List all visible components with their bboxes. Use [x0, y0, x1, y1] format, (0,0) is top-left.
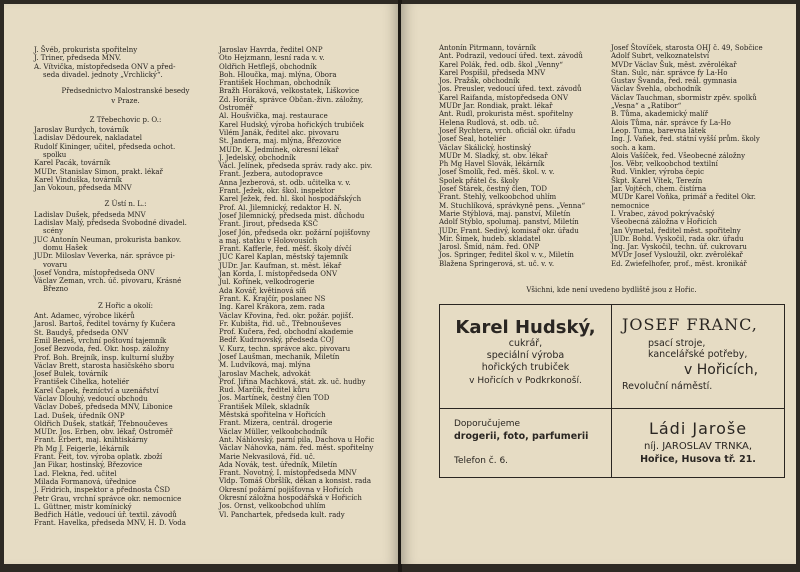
list-item: Václav Skálický, hostinský — [439, 143, 532, 152]
list-item: Jaroslav Havrda, ředitel ONP — [219, 46, 323, 54]
list-item: Jaroslav Burdych, továrník — [34, 126, 129, 135]
list-item: Jos. Pražák, obchodník — [439, 77, 520, 86]
list-item: MUDr Karel Voňka, primář a ředitel Okr. — [611, 193, 756, 202]
ad-line: cukrář, — [508, 338, 543, 349]
list-item: Jarosl. Šmíd, nám. řed. ONP — [439, 243, 540, 252]
list-item: Ada Novák, test. úředník, Miletín — [219, 460, 338, 469]
list-item: Adolf Stýblo, spolumaj. panství, Miletín — [439, 218, 579, 227]
ad-line: hořických trubiček — [481, 362, 570, 373]
ad-title: JOSEF FRANC, — [622, 315, 758, 334]
list-item: Jos. Preusler, vedoucí úřed. text. závodů — [439, 85, 582, 94]
list-item: Marie Nekvasilová, říd. uč. — [219, 452, 315, 461]
list-item: JUDr. Frant. Sedivý, komisař okr. úřadu — [439, 226, 579, 235]
list-item: Jos. Martínek, čestný člen TOD — [219, 394, 330, 403]
list-item: A. Vítvička, místopředseda ONV a před- — [34, 62, 176, 71]
list-item: Václav Náhovka, nám. řed. měst. spořitelny — [219, 444, 374, 453]
hoorice-list — [34, 312, 209, 528]
list-item: Stan. Sulc, nár. správce fy La-Ho — [611, 68, 728, 77]
list-item: nemocnice — [611, 201, 650, 210]
list-item: Frant. Erbert, maj. knihtiskárny — [34, 436, 148, 445]
list-item: Škpt. Karel Vítek, Terezín — [611, 176, 703, 185]
list-item: Ladislav Dědourek, nakladatel — [34, 134, 143, 143]
list-item: Frant. Havelka, předseda MNV, H. D. Voda — [34, 519, 186, 528]
list-item: Frant. Jezbera, autodopravce — [219, 170, 323, 179]
list-item: Frant. Stehlý, velkoobchod uhlím — [439, 193, 557, 202]
list-item: JUDr. Jar. Kaufman, st. měst. lékař — [219, 261, 342, 270]
left-page — [4, 4, 399, 564]
list-item: domu Hašek — [43, 243, 88, 252]
list-item: Lad. Flekna, řed. učitel — [34, 469, 117, 478]
list-item: Václav Brett, starosta hasičského sboru — [34, 361, 175, 370]
list-item: Václav Zeman, vrch. úč. pivovaru, Krásné — [34, 277, 182, 286]
ad-line: Telefon č. 6. — [454, 456, 509, 466]
list-item: Josef Laušman, mechanik, Miletín — [219, 352, 340, 361]
list-item: Václav Dobeš, předseda MNV, Libonice — [34, 403, 173, 412]
ad-line: speciální výroba — [486, 350, 565, 361]
list-item: JUDr. Bohd. Vyskočil, rada okr. úřadu — [611, 234, 744, 243]
list-item: Josef Rychtera, vrch. oficiál okr. úřadu — [439, 126, 576, 135]
list-item: Boh. Hloučka, maj. mlýna, Obora — [219, 70, 337, 79]
list-item: Bražh Horáková, velkostatek, Liškovice — [219, 87, 360, 96]
list-item: Ostroměř — [219, 104, 253, 113]
list-item: Josef Smolík, řed. měš. škol. v. v. — [439, 168, 555, 177]
list-item: Josef Seal, hoteliér — [439, 135, 507, 144]
list-item: Václav Křovina, řed. okr. požár. pojišť. — [219, 311, 354, 320]
list-item: JUC Antonín Neuman, prokurista bankov. — [34, 235, 182, 244]
list-item: Ant. Náhlovský, parní pila, Dachova u Hořic — [219, 435, 375, 444]
list-item: Frant. Feit, tov. výroba oplatk. zboží — [34, 453, 163, 462]
list-item: MUDr. K. Jedmínek, okresní lékař — [219, 145, 339, 154]
list-item: Ing. Jar. Vyskočil, techn. úř. cukrovaru — [611, 243, 747, 252]
list-item: J. Švéb, prokurista spořitelny — [34, 46, 138, 54]
list-item: MUDr. Stanislav Simon, prakt. lékař — [34, 167, 163, 176]
right-page — [401, 4, 796, 564]
list-item: MVDr Josef Vysloužil, okr. zvěrolékař — [611, 251, 743, 260]
right-column-1 — [439, 44, 614, 268]
list-item: J. Triner, předseda MNV. — [34, 54, 122, 63]
list-item: MUDr. Jos. Erben, obv. lékař, Ostroměř — [34, 428, 173, 437]
list-item: Ant. Podrazil, vedoucí úřed. text. závodů — [439, 52, 583, 61]
list-item: scény — [43, 227, 64, 236]
section-heading: Z Třebechovic p. O.: — [89, 115, 162, 124]
list-item: Karel Ježek, řed. hl. škol hospodářských — [219, 195, 362, 204]
list-item: Helena Rudlová, st. odb. uč. — [439, 118, 539, 127]
ad-ladi-jarose — [612, 409, 784, 477]
left-column-1 — [34, 46, 209, 528]
list-item: Jos. Springer, ředitel škol v. v., Miletín — [439, 251, 574, 260]
list-item: Rudolf Kininger, učitel, předseda ochot. — [34, 142, 176, 151]
list-item: Městská spořitelna v Hořicích — [219, 411, 326, 420]
list-item: Lad. Dušek, úředník ONP — [34, 411, 125, 420]
list-item: L. Güttner, mistr komínický — [34, 502, 132, 511]
section-heading: v Praze. — [111, 97, 140, 106]
list-item: František Mílek, skladník — [219, 402, 310, 411]
list-item: MUDr M. Sladký, st. obv. lékař — [439, 151, 548, 160]
list-item: MUDr Jar. Rondiak, prakt. lékař — [439, 102, 553, 111]
list-item: Ada Kovář, květinová síň — [219, 286, 307, 295]
list-item: spolku — [43, 150, 67, 159]
list-item: Karel Pospíšil, předseda MNV — [439, 68, 546, 77]
list-item: vovaru — [43, 260, 68, 269]
list-item: M. Stuchlíková, správkyně pens. „Venna“ — [439, 201, 586, 210]
list-item: Všeobecná záložna v Hořicích — [611, 218, 718, 227]
list-item: Antonín Pitrmann, továrník — [439, 44, 536, 52]
ad-line: v Hořicích, — [684, 362, 759, 378]
list-item: Ladislav Malý, předseda Svobodné divadel. — [34, 219, 187, 228]
list-item: „Vesna“ a „Ratibor“ — [611, 102, 682, 111]
list-item: Březno — [43, 285, 69, 294]
list-item: Zd. Horák, správce Občan.-živn. záložny, — [219, 95, 364, 104]
list-item: František Cihelka, hoteliér — [34, 378, 130, 387]
list-item: Ladislav Dušek, předseda MNV — [34, 210, 146, 219]
list-item: Václav Tauchman, sbormistr zpěv. spolků — [611, 93, 757, 102]
list-item: M. Ludvíková, maj. mlýna — [219, 361, 311, 370]
list-item: Karel Vinduška, továrník — [34, 175, 122, 184]
list-item: Jos. Ornst, velkoobchod uhlím — [219, 502, 326, 511]
list-item: František Hochman, obchodník — [219, 79, 331, 88]
list-item: Josef Bezvoda, řed. Okr. hosp. záložny — [34, 345, 169, 354]
ad-line: drogerii, foto, parfumerii — [454, 431, 589, 442]
advertisement-block — [439, 304, 785, 478]
list-item: V. Kurz, techn. správce akc. pivovaru — [219, 344, 351, 353]
list-item: I. Vrabec, závod pokrývačský — [611, 209, 715, 218]
list-item: Vl. Panchartek, předseda kult. rady — [219, 510, 345, 519]
section-heading: Předsednictvo Malostranské besedy — [61, 87, 190, 96]
list-item: Prof. Al. Jilemnický, redaktor H. N. — [219, 203, 342, 212]
list-item: Václav Müller, velkoobchodník — [219, 427, 328, 436]
list-item: Frant. Ježek, okr. škol. inspektor — [219, 187, 335, 196]
list-item: Bedř. Kudrnovský, předseda COJ — [219, 336, 335, 345]
list-item: Vldp. Tomáš Obršlík, děkan a konsist. rada — [219, 477, 371, 486]
list-item: Prof. Boh. Brejník, insp. kulturní služby — [34, 353, 174, 362]
ad-title: Ládi Jaroše — [648, 419, 748, 438]
list-item: Spolek přátel čs. školy — [439, 176, 519, 185]
list-item: Karel Polák, řed. odb. škol „Venny“ — [439, 60, 564, 69]
list-item: Josef Stárek, čestný člen, TOD — [439, 185, 547, 194]
list-item: Ph Mg Havel Slovák, lékárník — [439, 160, 545, 169]
list-item: Rud. Marčík, ředitel kůru — [219, 386, 310, 395]
list-item: Karel Raifanda, místopředseda ONV — [439, 93, 569, 102]
list-item: Václav Švehla, obchodník — [611, 85, 702, 94]
list-item: Josef Vondra, místopředseda ONV — [34, 268, 155, 277]
list-item: Marie Stýblová, maj. panství, Miletín — [439, 209, 571, 218]
section-heading: Z Ústí n. L.: — [104, 200, 147, 209]
list-item: MVDr Václav Šuk, měst. zvěrolékař — [611, 60, 737, 69]
list-item: Jan Korda, I. místopředseda ONV — [219, 270, 338, 279]
list-item: J. Fridrich, inspektor a přednosta ČSD — [34, 486, 171, 495]
list-item: Frant. Jirout, předseda KSČ — [219, 220, 318, 229]
ad-josef-franc — [612, 305, 784, 409]
list-item: Okresní záložna hospodářská v Hořicích — [219, 494, 362, 503]
list-item: Jan Vymetal, ředitel měst. spořitelny — [611, 226, 741, 235]
list-item: Josef Štovíček, starosta OHJ č. 49, Sobčice — [611, 44, 763, 52]
list-item: Karel Pacák, továrník — [34, 159, 111, 168]
list-item: a maj. statku v Holovousích — [219, 236, 318, 245]
list-item: Blažena Springerová, st. uč. v. v. — [439, 259, 555, 268]
list-item: Jul. Kořínek, velkodrogerie — [219, 278, 315, 287]
list-item: Frant. Kafferle, řed. měšť. školy dívčí — [219, 245, 352, 254]
list-item: Okresní požární pojišťovna v Hořicích — [219, 485, 354, 494]
list-item: Václ. Jelínek, předseda správ. rady akc. piv. — [219, 162, 373, 171]
list-item: Frant. Novotný, I. místopředseda MNV — [219, 469, 357, 478]
list-item: Prof. Kučera, řed. obchodní akademie — [219, 328, 354, 337]
section-heading: Z Hořic a okolí: — [97, 301, 154, 310]
list-item: J. Jedelský, obchodník — [219, 153, 296, 162]
ad-line: níj. JAROSLAV TRNKA, — [644, 441, 752, 452]
ad-drogerie — [440, 409, 612, 477]
list-item: Ed. Zwiefelhofer, prof., měst. kronikář — [611, 259, 747, 268]
list-item: Václav Dlouhý, vedoucí obchodu — [34, 394, 148, 403]
list-item: Milada Formanová, úřednice — [34, 477, 137, 486]
list-item: Al. Houšvička, maj. restaurace — [219, 112, 328, 121]
ad-line: psací stroje, — [648, 338, 706, 349]
list-item: Jarosl. Bartoš, ředitel továrny fy Kučera — [34, 320, 176, 329]
list-item: Mir. Šimek, hudeb. skladatel — [439, 234, 541, 243]
list-item: Ant. Adamec, výrobce likérů — [34, 312, 135, 321]
list-item: Josef Jón, předseda okr. požární pojišťovny — [219, 228, 371, 237]
ad-line: Doporučujeme — [454, 419, 521, 429]
list-item: JUDr. Miloslav Veverka, nár. správce pi- — [34, 252, 175, 261]
right-column-2 — [611, 44, 791, 268]
list-item: Ing. Karel Krákora, zem. rada — [219, 303, 325, 312]
list-item: St. Baudyš, předseda ONV — [34, 328, 129, 337]
list-item: Jaroslav Machek, advokát — [219, 369, 311, 378]
list-item: Jos. Věbr, velkoobchod textilní — [611, 160, 718, 169]
list-item: Frant. K. Krajčír, poslanec NS — [219, 294, 326, 303]
list-item: Ing. J. Vaňek, řed. státní vyšší prům. školy — [611, 135, 760, 144]
list-item: Prof. Jiřina Machková, stát. zk. uč. hudby — [219, 377, 366, 386]
list-item: Jan Fikar, hostinský, Březovice — [34, 461, 143, 470]
ad-line: Hořice, Husova tř. 21. — [640, 454, 756, 465]
list-item: Gustav Švanda, řed. reál. gymnasia — [611, 77, 737, 86]
list-item: Oto Hejzmann, lesní rada v. v. — [219, 54, 325, 63]
ad-title: Karel Hudský, — [455, 317, 596, 338]
list-item: Fr. Kubišta, řid. uč., Třebnouševes — [219, 319, 342, 328]
list-item: Josef Bulek, továrník — [34, 370, 108, 379]
closing-note: Všichni, kde není uvedeno bydliště jsou z Hořic. — [526, 286, 697, 294]
list-item: JUC Karel Kaplan, městský tajemník — [219, 253, 349, 262]
list-item: Oldřich Dušek, statkář, Třebnoučeves — [34, 419, 168, 428]
list-item: soch. a kam. — [611, 143, 656, 152]
list-item: Ant. Rudl, prokurista měst. spořitelny — [439, 110, 574, 119]
list-item: B. Tůma, akademický malíř — [611, 110, 709, 119]
list-item: Adolf Subrt, velkoznatelství — [611, 52, 710, 61]
list-item: Frant. Mizera, centrál. drogerie — [219, 419, 333, 428]
list-item: Alois Tůma, nár. správce fy La-Ho — [611, 118, 731, 127]
list-item: Emil Beneš, vrchní poštovní tajemník — [34, 336, 167, 345]
list-item: Anna Jezberová, st. odb. učitelka v. v. — [219, 178, 351, 187]
ad-line: v Hořicích v Podkrkonoší. — [469, 376, 582, 386]
list-item: Oldřich Hetflejš, obchodník — [219, 62, 317, 71]
list-item: Jar. Vojtěch, chem. čistírna — [611, 185, 707, 194]
list-item: St. Jandera, maj. mlýna, Březovice — [219, 137, 342, 146]
list-item: Vilém Janák, ředitel akc. pivovaru — [219, 128, 340, 137]
list-item: Rud. Vinkler, výroba čepic — [611, 168, 705, 177]
list-item: Jan Vokoun, předseda MNV — [34, 184, 132, 193]
list-item: Ph Mg J. Feigerle, lékárník — [34, 444, 129, 453]
ad-karel-hudsky — [440, 305, 612, 409]
ad-line: kancelářské potřeby, — [648, 349, 748, 360]
left-column-2 — [219, 46, 394, 519]
list-item: Karel Čapek, řezníctví a uzenářství — [34, 386, 159, 395]
ad-line: Revoluční náměstí. — [622, 381, 713, 392]
list-item: Bedřich Hátle, vedoucí úř. textil. závodů — [34, 511, 177, 520]
list-item: Josef Jilemnický, předseda mist. důchodu — [219, 211, 365, 220]
list-item: seda divadel. jednoty „Vrchlický“. — [43, 70, 163, 79]
list-item: Leop. Tuma, barevna látek — [611, 126, 706, 135]
list-item: Petr Grau, vrchní správce okr. nemocnice — [34, 494, 182, 503]
list-item: Alois Vašíček, řed. Všeobecné záložny — [611, 151, 746, 160]
list-item: Karel Hudský, výroba hořických trubiček — [219, 120, 364, 129]
